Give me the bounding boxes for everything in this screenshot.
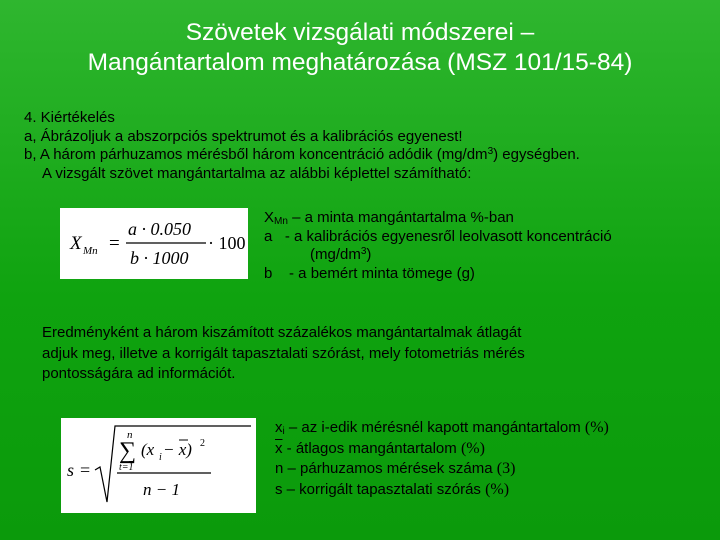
legend-a: a - a kalibrációs egyenesről leolvasott koncentráció xyxy=(264,227,612,245)
result-paragraph xyxy=(42,323,525,385)
title-line-1: Szövetek vizsgálati módszerei – xyxy=(185,19,535,46)
formula-2-term-sup: 2 xyxy=(200,438,205,449)
legend-n: n – párhuzamos mérések száma (3) xyxy=(275,460,516,477)
formula-1-multiplier: · 100 xyxy=(208,233,246,253)
legend-s: s – korrigált tapasztalati szórás (%) xyxy=(275,480,510,498)
result-line-1: Eredményként a három kiszámított százalékos mangántartalmak átlagát xyxy=(42,324,522,341)
formula-1-svg xyxy=(60,208,248,279)
formula-2-denominator: n − 1 xyxy=(143,480,180,499)
legend-a-unit: $(mg/dm^3)$ xyxy=(310,246,372,263)
formula-2-term-rest: − x) xyxy=(163,440,192,459)
legend-xi: $x_i$ – az i-edik mérésnél kapott mangántartalom (%) xyxy=(275,419,609,437)
formula-1-lhs-sub: Mn xyxy=(83,245,98,257)
formula-2-term-sub: i xyxy=(159,452,162,463)
result-line-2: adjuk meg, illetve a korrigált tapasztalati szórást, mely fotometriás mérés xyxy=(42,344,525,362)
formula-2-term-open: (x xyxy=(141,440,155,459)
formula-standard-deviation xyxy=(61,418,256,513)
evaluation-section xyxy=(24,109,580,183)
formula-manganese-content xyxy=(60,208,248,279)
result-line-3: pontosságára ad információt. xyxy=(42,365,236,382)
step-a-text: a, Ábrázoljuk a abszorpciós spektrumot és a kalibrációs egyenest! xyxy=(24,127,463,145)
section-heading: 4. Kiértékelés xyxy=(24,109,115,126)
formula-1-denominator: b · 1000 xyxy=(130,248,189,268)
title-line-2: Mangántartalom meghatározása (MSZ 101/15-84) xyxy=(87,49,633,76)
step-b-text: b, A három párhuzamos mérésből három koncentráció adódik $(mg/dm^3)$ egységben. xyxy=(24,146,580,163)
formula-1-numerator: a · 0.050 xyxy=(128,219,191,239)
sum-upper-limit: n xyxy=(127,429,133,441)
formula-1-lhs: X xyxy=(70,233,82,254)
legend-b: b - a bemért minta tömege (g) xyxy=(264,264,475,282)
legend-xbar: $\overline{x}$ - átlagos mangántartalom (%) xyxy=(275,439,485,457)
legend-xmn: $X_{Mn}$ – a minta mangántartalma %-ban xyxy=(264,209,514,227)
step-b-continuation: A vizsgált szövet mangántartalma az alábbi képlettel számítható: xyxy=(42,164,472,182)
formula-2-lhs: s xyxy=(67,460,75,480)
slide-title xyxy=(0,18,720,78)
sum-sigma: ∑ xyxy=(119,438,137,464)
sum-lower-limit: t=1 xyxy=(119,462,134,473)
formula-2-legend xyxy=(275,418,609,500)
formula-1-legend xyxy=(264,209,612,283)
formula-1-equals: = xyxy=(109,233,120,254)
formula-2-equals: = xyxy=(80,460,91,480)
formula-2-svg xyxy=(61,418,256,513)
